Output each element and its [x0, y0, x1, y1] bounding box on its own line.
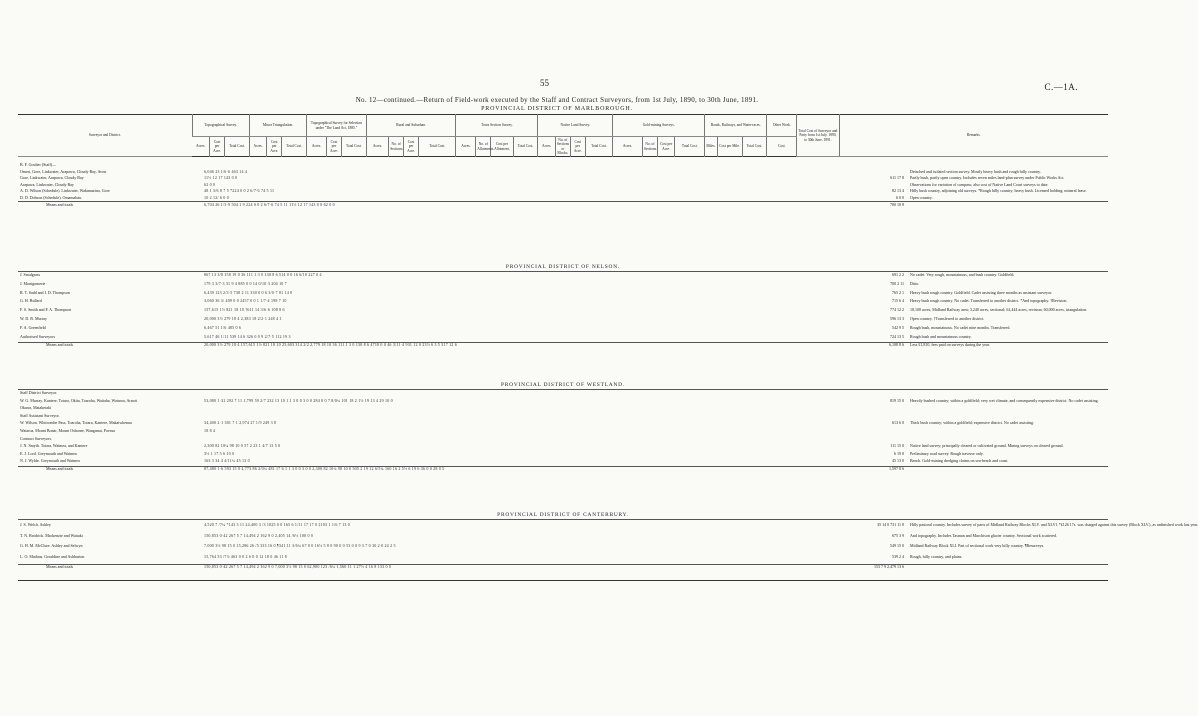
table-row [18, 195, 1108, 201]
row-cost: 700 2 11 [890, 280, 904, 286]
table-row [18, 554, 1108, 560]
table-row [18, 325, 1108, 331]
row-name: W. D. B. Murray [20, 316, 47, 321]
row-name: Arapawa, Linkwater, Cloudy Bay [20, 181, 74, 187]
row-name: Okarra, Mataketaki [20, 405, 52, 411]
row-name: Contract Surveyors. [20, 435, 52, 441]
row-cost: 6 0 0 [896, 195, 904, 200]
subheader: No. of Sections. [642, 137, 657, 157]
row-mid: 179 3 3/7·3 31 9 4 885 0 0 14 0/10·3 204 10 7 [204, 280, 287, 286]
page-number: 55 [540, 78, 549, 88]
row-name: Wataroa, Mount Bonar, Mount Osborne, Wanganui, Poerua [20, 428, 115, 433]
row-name: W. G. Murray. Kaniere, Totara, Okita, Toaroha, Waitaha, Wataroa, Arnott [20, 397, 137, 403]
row-name: G. H. Bullard [20, 298, 42, 304]
return-table [18, 114, 1198, 570]
row-cost: 700 10 8 [890, 201, 904, 207]
row-mid: 87,480 1·6 593 15 0 4,773 86 2/0¼ 481 17 6 1 1 3 0 0 3 0 0 2,300 82 10¼ 98 10 0 505 2 19 12 6/5¼ 160 16 2 5½ 6 19 6 36 0 0 28 0 5 [204, 466, 445, 471]
header-surveyor: Surveyor and District. [18, 115, 192, 157]
row-mid: 163 3 34 4 4/11¼ 45 13 0 [204, 458, 250, 464]
row-remark: Midland Railway Block XLI. Part of sectional work very hilly country. ¶Resurveys. [910, 543, 1045, 549]
row-name: Means and totals [46, 201, 74, 207]
row-mid: 150,853 0·42 267 5 7 14,494 2 162 9 0 7,000 3½ 98 15 0 62,900 123 /6¼ 1,560 11 1 27½ 4 16 8 133 0 0 [204, 564, 392, 570]
row-mid: 4,520 7 /7¼ *143 3 11 24,400 3 /3 1025 0 0 165 6 1/11 17 17 0 ‡103 1 1/6 7 13 0 [204, 522, 350, 527]
row-mid: 3,060 36 3/ 409 0 0 2457 0 0 1 1/7·4 198 7 10 [204, 298, 287, 304]
row-remark: 18,100 acres, Midland Railway area; 3,240 acres, sectional; 62,444 acres, revision; 60,000 acres, triangulation. [910, 307, 1088, 313]
subheader: Cost per Acre. [327, 137, 342, 157]
row-name: J. Snodgrass [20, 272, 41, 277]
header-group-gold-mining: Gold-mining Surveys. [613, 115, 705, 137]
table-row [18, 420, 1108, 426]
row-cost: 724 13 5 [890, 333, 904, 339]
row-cost: 774 12 2 [890, 307, 904, 313]
table-row [18, 162, 1108, 168]
row-mid: 3½ 1 17 5 6 10 0 [204, 450, 235, 456]
header-group-other-work: Other Work. [767, 115, 797, 137]
subheader: Total Cost. [585, 137, 612, 157]
row-mid: 6,467 51 1/6 485 0 6 [204, 324, 242, 330]
subheader: Miles. [705, 137, 717, 157]
row-cost: 765 2 1 [892, 289, 904, 295]
table-row [18, 281, 1108, 287]
subheader: Cost per Acre. [657, 137, 674, 157]
table-row [18, 543, 1108, 549]
corner-reference: C.—1A. [1044, 82, 1078, 92]
row-cost: 111 15 0 [890, 443, 904, 449]
row-remark: Less £1,810, fees paid on surveys during the year. [910, 342, 990, 348]
table-row [18, 307, 1108, 313]
row-name: E. J. Lord. Greymouth and Waimea [20, 450, 77, 456]
table-row [18, 175, 1108, 181]
row-cost: 691 2 2 [892, 272, 904, 277]
row-mid: 34,400 2·1 301 7 1 2,974 27 1/9 249 3 8 [204, 420, 277, 426]
row-name: Authorised Surveyors [20, 333, 55, 339]
subheader: Acres. [613, 137, 643, 157]
row-name: G. H. M. McClure. Ashley and Selwyn [20, 543, 83, 549]
row-cost: 819 15 0 [890, 397, 904, 403]
row-cost: 35 14 0 731 11 8 [877, 522, 904, 527]
table-row [18, 316, 1108, 322]
header-group-minor-triangulation: Minor Triangulation. [249, 115, 306, 137]
row-name: J. N. Smyth. Totara, Waimea, and Kaniere [20, 443, 88, 449]
row-mid: 48 1 3/6 8 7 5 *224 0 0 2 6/7·6 74 5 11 [204, 188, 275, 194]
table-row [18, 405, 1108, 411]
table-row [18, 428, 1108, 434]
subheader: Acres. [456, 137, 476, 157]
row-remark: Partly bush, partly open country. Includes seven miles land-plan survey under Public Works Act. [910, 175, 1065, 181]
row-cost: 542 9 5 [892, 324, 904, 330]
table-row [18, 451, 1108, 457]
table-body [18, 156, 1198, 716]
row-remark: Open country. †Transferred to another district. [910, 316, 985, 321]
totals-row [18, 564, 1108, 570]
row-mid: 6,704 26 1/3·9 504 1 9 224 0 0 2 6/7·6 74 5 11 11½ 12 17 143 0 0 62 0 0 [204, 201, 335, 207]
row-cost: 613 6 0 [892, 420, 904, 426]
table-row [18, 458, 1108, 464]
row-mid: 2,300 82 10¼ 98 10 0 57 2 23 1 4/7 13 5 0 [204, 443, 281, 449]
row-remark: Bench. Gold-mining dredging claims on sea-beach and coast. [910, 458, 1009, 464]
row-name: R. T. Sadd and I. D. Thompson [20, 289, 70, 295]
section-title: PROVINCIAL DISTRICT OF NELSON. [505, 264, 621, 270]
subheader: Total Cost. [225, 137, 250, 157]
subheader: Acres. [249, 137, 266, 157]
subheader: Cost per Acre. [267, 137, 282, 157]
subheader: Total Cost. [675, 137, 705, 157]
table-row [18, 298, 1108, 304]
row-remark: Rough, hilly country, and plains. [910, 553, 963, 559]
subheader: Acres. [538, 137, 555, 157]
subheader: Cost. [767, 137, 797, 157]
table-bottom-rule [18, 580, 1108, 581]
row-remark: Open country. [910, 195, 933, 200]
row-name: Means and totals [46, 466, 74, 471]
row-name: W. Wilson. Whitcombe Pass, Toaroha, Totara, Kaniere, Makaiwhenua [20, 420, 132, 426]
row-remark: Detached and isolated section survey. Mostly heavy bush and rough hilly country. [910, 168, 1041, 174]
header-group-native-land: Native Land Survey. [538, 115, 613, 137]
subheader: Cost per Allotment. [491, 137, 513, 157]
subheader: Cost per Acre. [404, 137, 419, 157]
table-row [18, 522, 1198, 528]
section-title-marlborough-top: PROVINCIAL DISTRICT OF MARLBOROUGH. [481, 106, 633, 112]
row-remark: Hilly bush country, adjoining old surveys. *Rough hilly country; heavy bush. Licensed holding; mineral lease. [910, 188, 1087, 194]
section-title: PROVINCIAL DISTRICT OF CANTERBURY. [497, 512, 629, 518]
row-remark: Rough bush and mountainous country. [910, 333, 972, 339]
row-remark: Heavy bush rough country. Goldfield. Cadet assisting three months as assistant surveyor. [910, 289, 1053, 295]
subheader: Total Cost. [282, 137, 307, 157]
table-row [18, 398, 1108, 404]
subheader: Total Cost. [742, 137, 767, 157]
totals-rule [18, 564, 1108, 565]
subheader: Acres. [307, 137, 327, 157]
document-title: No. 12—continued.—Return of Field-work executed by the Staff and Contract Surveyors, from 1st July, 1890, to 30th June, 1891. [355, 96, 759, 104]
row-name: Omeri, Gore, Linkwater, Arapawa, Cloudy Bay, Avon [20, 168, 107, 174]
row-mid: 157,615 1½ 821 18 10 †611 14 3/6·6 108 8 6 [204, 307, 285, 313]
row-mid: 5,617 46 1/11 539 14 6 326 0 0 9 2/7·5 112 19 3 [204, 333, 291, 339]
row-cost: 45 13 0 [892, 458, 904, 464]
row-remark: No cadet. Very rough, mountainous, and bush country. Goldfield. [910, 272, 1015, 277]
section-divider [18, 519, 1108, 520]
table-row [18, 390, 1108, 396]
table-row [18, 188, 1108, 194]
subheader: No. of Sections or Blocks. [556, 138, 570, 155]
row-mid: 62 0 0 [204, 181, 216, 187]
table-row [18, 290, 1108, 296]
row-cost: 153 7 9 2,479 13 6 [874, 564, 904, 570]
row-cost: 675 3 9 [892, 532, 904, 538]
section-title: PROVINCIAL DISTRICT OF WESTLAND. [500, 382, 626, 388]
subheader: No. of Allotments. [476, 137, 491, 157]
totals-rule [18, 342, 1108, 343]
row-mid: 7,000 3½ 98 15 0 15,286 26 /5 333 16 0 ¶341 11 3/6¼ 67 0 0 16½ 5 8 0 90 0 0 53 0 0 9 3 7 0 30 2 0 24 2 5 [204, 543, 396, 549]
row-mid: 6,439 123 2/3·5 738 2 11 330 0 0 6 3/0·7 81 14 0 [204, 289, 293, 295]
row-remark: Rough bush, mountainous. No cadet nine months. Transferred. [910, 324, 1011, 330]
row-name: N. J. Wylde. Greymouth and Waimea [20, 458, 80, 464]
row-mid: 20,000 3½ 279 18 4 157,615 1½ 821 18 10 25,603 314 2/2 2,779 18 10 36 111 1 3 0 130 8 6 4718 0 0 46 3/11·4 931 12 0 23½ 6 3 5 317 12 6 [204, 342, 457, 348]
row-mid: 20,000 3½ 279 18 4 2,383 18 2/2·1 248 4 1 [204, 316, 282, 321]
table-row [18, 182, 1108, 188]
row-mid: 53,080 1·32 292 7 11 1,799 59 2/7 232 13 10 1 1 3 0 0 3 0 0 284 0 0 7 8/0¼ 101 18 2 1½ 19 13 4 29 10 0 [204, 397, 393, 403]
row-cost: 6 19 0 [894, 450, 904, 456]
header-group-topographical: Topographical Survey. [192, 115, 249, 137]
row-mid: 11½ 12 17 143 0 0 [204, 175, 238, 181]
header-remarks: Remarks. [839, 115, 1108, 157]
row-name: Means and totals [46, 342, 74, 348]
subheader: Total Cost. [341, 137, 366, 157]
row-mid: 6,046 23 1/6·6 463 14 4 [204, 168, 248, 174]
row-name: B. F. Goulter (Staff)— [20, 162, 57, 167]
subheader: Total Cost. [419, 137, 456, 157]
row-mid: 150,853 0·42 267 5 7 14,494 2 162 9 0 2,405 14 /6½ 100 0 0 [204, 532, 314, 538]
subheader: Acres. [195, 144, 206, 149]
totals-rule [18, 466, 1108, 467]
table-row [18, 443, 1108, 449]
row-remark: Heavy bush rough country. No cadet. Transferred to another district. *And topography. †Revision. [910, 298, 1068, 304]
header-group-town-section: Town Section Survey. [456, 115, 538, 137]
row-remark: Preliminary road survey. Rough traverse only. [910, 450, 984, 456]
row-name: T. N. Brodrick. Mackenzie and Waitaki [20, 532, 83, 538]
row-name: Gore, Linkwater, Arapawa, Cloudy Bay [20, 175, 84, 181]
table-row [18, 413, 1108, 419]
row-cost: 596 13 3 [890, 316, 904, 321]
row-mid: 18 8 4 [204, 428, 216, 433]
subheader: Cost per Acre. [570, 137, 585, 157]
row-remark: Ditto. [910, 280, 920, 286]
row-name: J. Montgomerie [20, 280, 46, 286]
subheader: No. of Sections. [389, 137, 404, 157]
row-remark: Thick bush country; within a goldfield; expensive district. No cadet assisting. [910, 420, 1034, 426]
subheader: Acres. [366, 137, 388, 157]
totals-row [18, 202, 1108, 208]
row-name: A. D. Wilson (Schedule). Linkwater, Wakamarina, Gore [20, 188, 110, 194]
row-remark: Observations for variation of compass; also cost of Native Land Court surveys to date. [910, 181, 1049, 187]
row-mid: 10 2 12/ 6 0 0 [204, 195, 229, 200]
table-row [18, 169, 1108, 175]
row-remark: And topography. Includes Tasman and Murchison glacier country. Sectional work scattered. [910, 532, 1057, 538]
row-name: F. S. Smith and F. A. Thompson [20, 307, 72, 313]
subheader: Cost per Mile. [717, 137, 742, 157]
totals-rule [18, 201, 1108, 202]
table-row [18, 436, 1108, 442]
row-name: Means and totals [46, 564, 74, 570]
header-group-selection-survey: Topographical Survey for Selection under "The Land Act, 1885." [307, 115, 367, 137]
row-cost: 6,108 8 6 [889, 342, 904, 348]
table-header [18, 114, 1108, 157]
row-name: L. O. Mathias. Geraldine and Ashburton [20, 553, 85, 559]
row-mid: 15,764 53 /7½ 463 0 0 2 6 0 0 12 18 0 46 11 8 [204, 553, 287, 559]
header-group-rural-suburban: Rural and Suburban. [366, 115, 456, 137]
row-name: D. D. Dobson (Schedule). Omamalutu [20, 195, 82, 200]
row-name: Staff District Surveyor. [20, 390, 58, 395]
row-cost: 1,597 8 6 [889, 466, 904, 471]
table-row [18, 334, 1108, 340]
row-mid: 867 13 3/8 158 19 0 36 111 1 3 0 130 8 6 514 0 0 16 6/10 227 0 4 [204, 272, 322, 277]
row-remark: Native land survey; principally cleared or cultivated ground. Mining surveys on cleared ground. [910, 443, 1064, 449]
row-cost: 539 2 4 [892, 553, 904, 559]
totals-row [18, 466, 1108, 472]
subheader: Cost per Acre. [210, 137, 225, 157]
row-name: J. S. Welch. Ashley [20, 522, 51, 527]
header-group-roads: Roads, Railways, and Water-races. [705, 115, 767, 137]
row-remark: Hilly pastoral country. Includes survey of parts of Midland Railway Blocks XLV. and XLVI. *£126 17s. was charged against this survey (Block XLV.), as unfinished work last year. [910, 522, 1198, 527]
table-row [18, 272, 1108, 278]
row-cost: 611 17 8 [890, 175, 904, 181]
table-row [18, 533, 1108, 539]
header-total-cost: Total Cost of Surveyor and Party from 1st July, 1890, to 30th June, 1891. [797, 115, 839, 157]
totals-row [18, 342, 1108, 348]
row-name: Staff Assistant Surveyor. [20, 412, 60, 418]
row-cost: 715 6 4 [892, 298, 904, 304]
row-cost: 82 13 4 [892, 188, 904, 194]
row-remark: Heavily bushed country; within a goldfield; very wet climate, and consequently expensive district. No cadet assisting. [910, 397, 1099, 403]
row-cost: 549 15 0 [890, 543, 904, 549]
row-name: F. A. Greenfield [20, 324, 46, 330]
subheader: Total Cost. [513, 137, 538, 157]
